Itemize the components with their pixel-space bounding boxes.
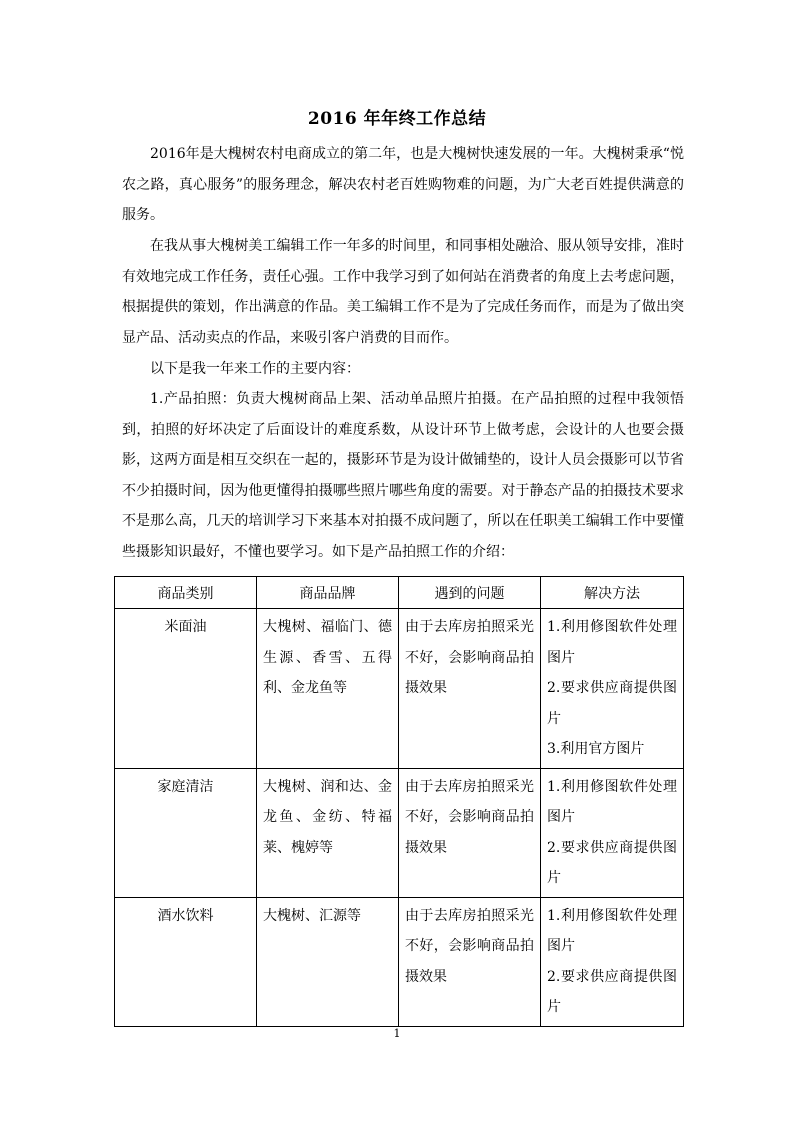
solution-item: 1.利用修图软件处理图片 xyxy=(547,778,677,825)
table-row xyxy=(115,897,684,1026)
header-problem: 遇到的问题 xyxy=(399,577,541,609)
cell-brands: 大槐树、福临门、德生源、香雪、五得利、金龙鱼等 xyxy=(257,609,399,769)
cell-problem: 由于去库房拍照采光不好，会影响商品拍摄效果 xyxy=(399,897,541,1026)
cell-solutions xyxy=(541,897,684,1026)
document-title: 2016 年年终工作总结 xyxy=(307,109,487,129)
solution-item: 1.利用修图软件处理图片 xyxy=(547,619,677,666)
table-row xyxy=(115,609,684,769)
cell-category: 酒水饮料 xyxy=(115,897,257,1026)
paragraph-product-photo: 1.产品拍照：负责大槐树商品上架、活动单品照片拍摄。在产品拍照的过程中我领悟到，拍照的好坏决定了后面设计的难度系数，从设计环节上做考虑，会设计的人也要会摄影，这两方面是相互交织在一起的，摄影环节是为设计做铺垫的，设计人员会摄影可以节省不少拍摄时间，因为他更懂得拍摄哪些照片哪些角度的需要。对于静态产品的拍摄技术要求不是那么高，几天的培训学习下来基本对拍摄不成问题了，所以在任职美工编辑工作中要懂些摄影知识最好，不懂也要学习。如下是产品拍照工作的介绍： xyxy=(122,391,684,560)
solution-item: 2.要求供应商提供图片 xyxy=(547,839,677,886)
header-brand: 商品品牌 xyxy=(257,577,399,609)
table-row xyxy=(115,768,684,897)
page-number: 1 xyxy=(393,1027,401,1040)
header-category: 商品类别 xyxy=(115,577,257,609)
cell-category: 家庭清洁 xyxy=(115,768,257,897)
solution-item: 2.要求供应商提供图片 xyxy=(547,680,677,727)
table-header-row xyxy=(115,577,684,609)
cell-problem: 由于去库房拍照采光不好，会影响商品拍摄效果 xyxy=(399,609,541,769)
cell-solutions xyxy=(541,609,684,769)
header-solution: 解决方法 xyxy=(541,577,684,609)
solution-item: 1.利用修图软件处理图片 xyxy=(547,907,677,954)
paragraph-list-intro: 以下是我一年来工作的主要内容： xyxy=(150,361,360,377)
paragraph-work-experience: 在我从事大槐树美工编辑工作一年多的时间里，和同事相处融洽、服从领导安排，准时有效地完成工作任务，责任心强。工作中我学习到了如何站在消费者的角度上去考虑问题，根据提供的策划，作出满意的作品。美工编辑工作不是为了完成任务而作，而是为了做出突显产品、活动卖点的作品，来吸引客户消费的目而作。 xyxy=(122,238,684,346)
cell-brands: 大槐树、润和达、金龙鱼、金纺、特福莱、槐婷等 xyxy=(257,768,399,897)
cell-problem: 由于去库房拍照采光不好，会影响商品拍摄效果 xyxy=(399,768,541,897)
solution-item: 3.利用官方图片 xyxy=(547,741,645,757)
paragraph-intro: 2016年是大槐树农村电商成立的第二年，也是大槐树快速发展的一年。大槐树秉承“悦农之路，真心服务”的服务理念，解决农村老百姓购物难的问题，为广大老百姓提供满意的服务。 xyxy=(122,146,684,223)
cell-brands: 大槐树、汇源等 xyxy=(257,897,399,1026)
cell-category: 米面油 xyxy=(115,609,257,769)
solution-item: 2.要求供应商提供图片 xyxy=(547,968,677,1015)
product-photo-table xyxy=(114,576,684,1027)
cell-solutions xyxy=(541,768,684,897)
